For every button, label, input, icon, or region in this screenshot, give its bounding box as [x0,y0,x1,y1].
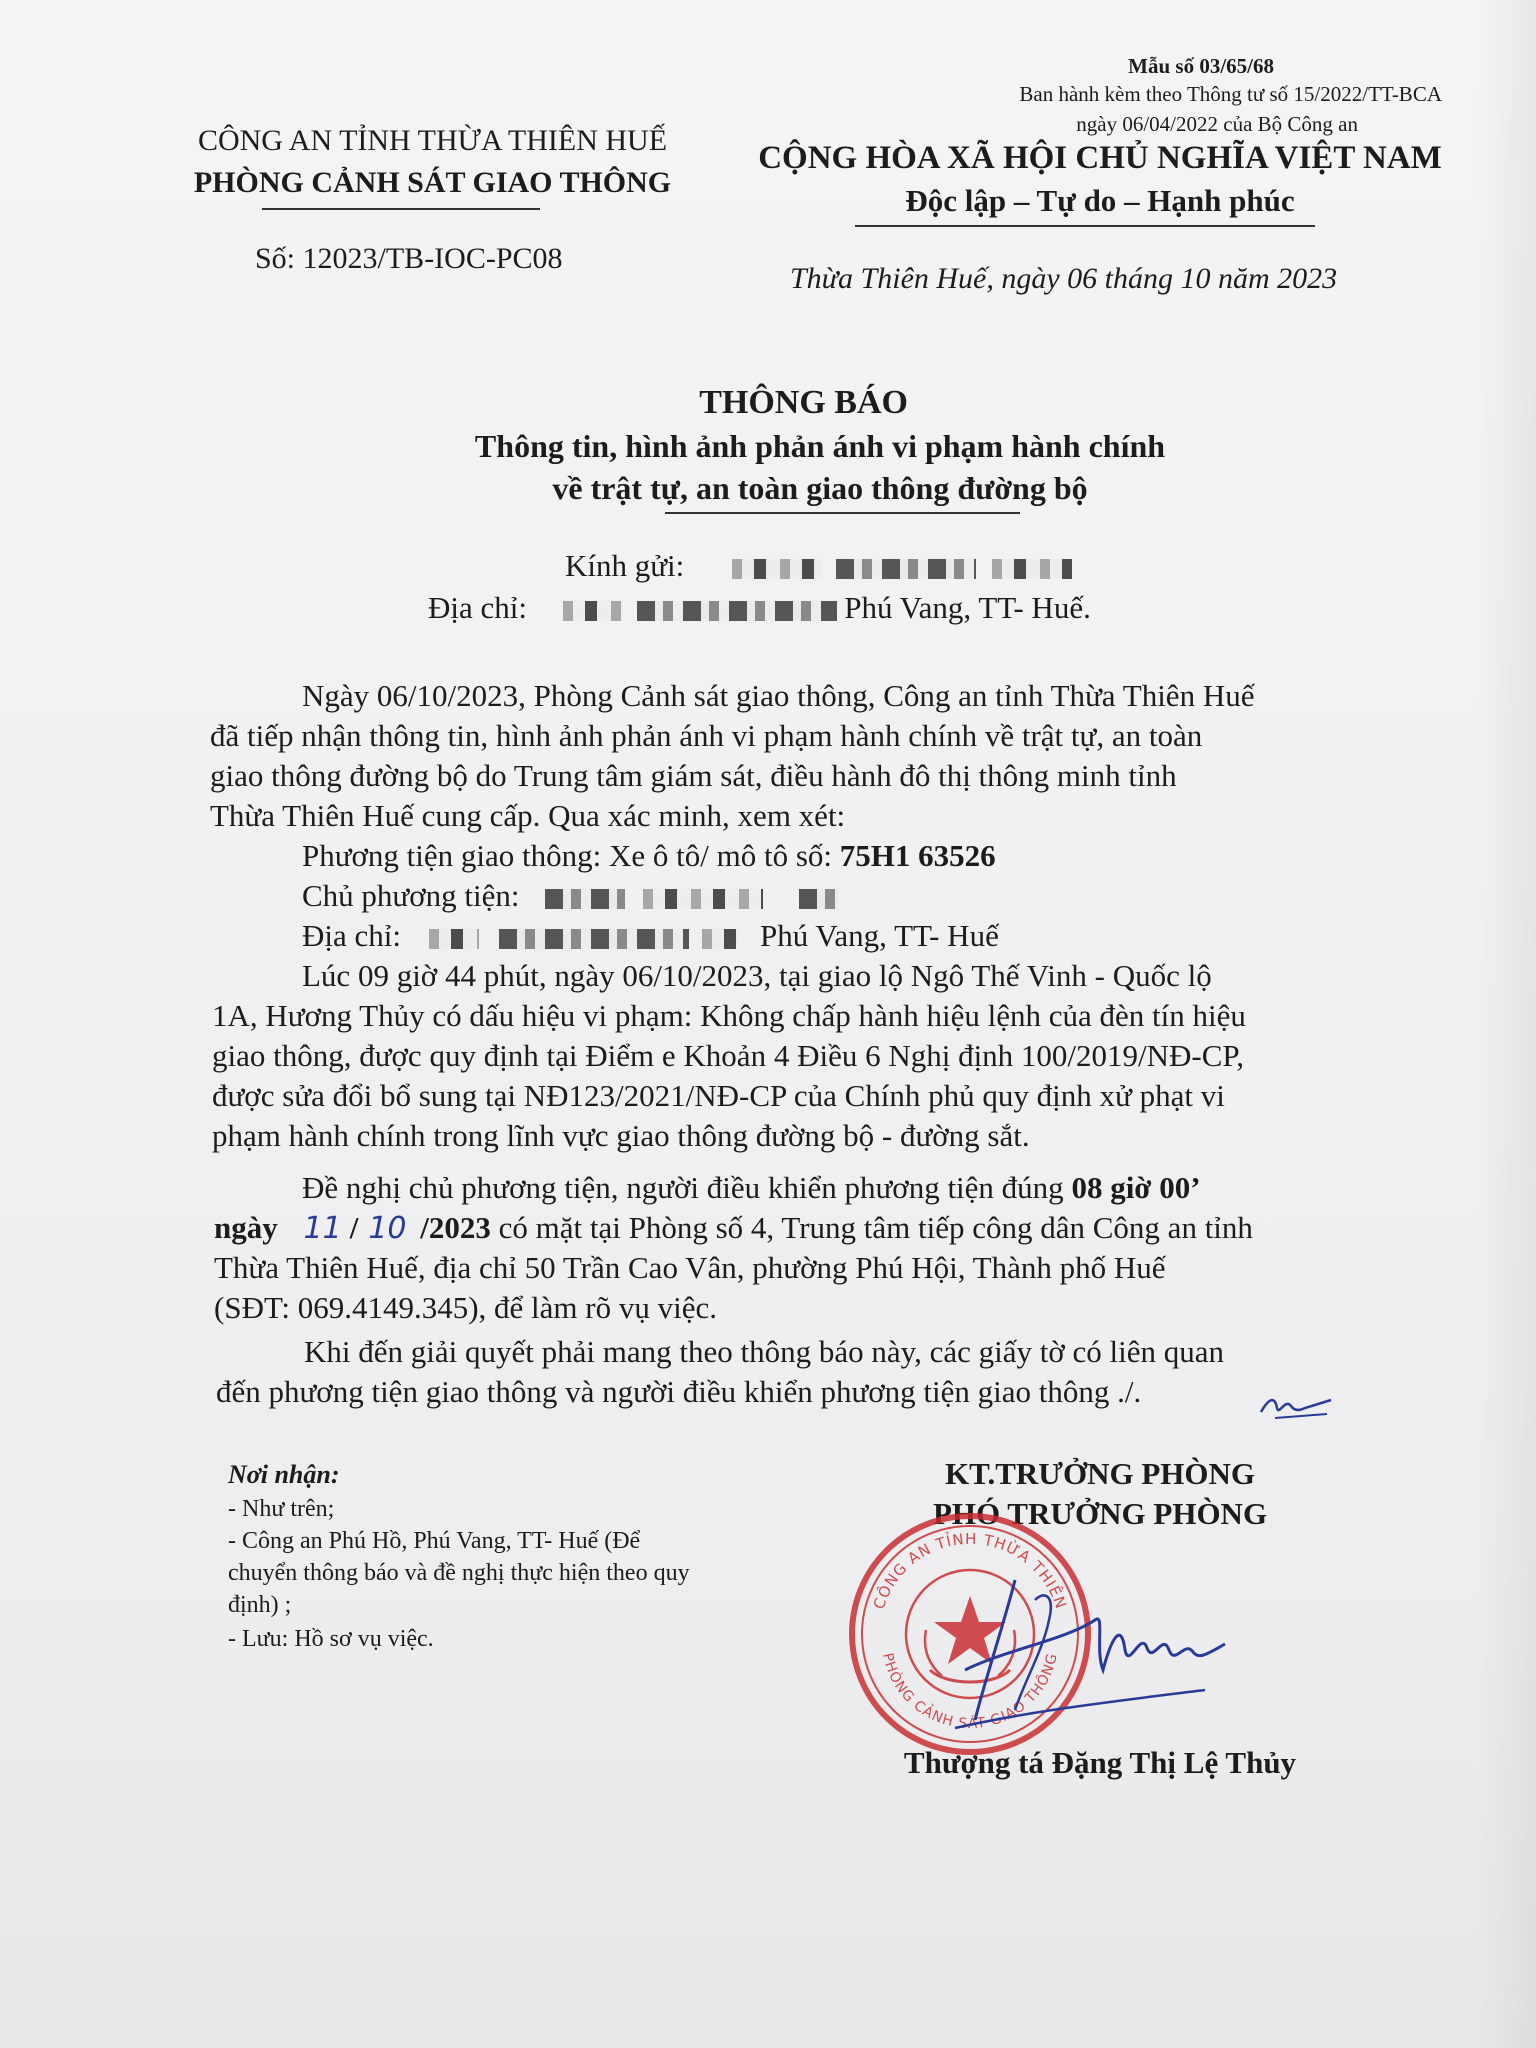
body-p3-line4: (SĐT: 069.4149.345), để làm rõ vụ việc. [214,1290,717,1325]
body-p1-line2: đã tiếp nhận thông tin, hình ảnh phản ánh vi phạm hành chính về trật tự, an toàn [210,718,1203,753]
signer-role-1: KT.TRƯỞNG PHÒNG [945,1456,1255,1491]
redacted-address [563,601,623,621]
redacted-name [992,559,1072,579]
redacted-owner [545,889,625,909]
recipient-line: - Lưu: Hồ sơ vụ việc. [228,1626,434,1652]
redacted-owner-address [499,929,689,949]
agency-underline [262,208,540,210]
agency-top: CÔNG AN TỈNH THỪA THIÊN HUẾ [197,124,668,157]
notice-title: THÔNG BÁO [699,384,908,421]
body-p3-line3: Thừa Thiên Huế, địa chỉ 50 Trần Cao Vân, phường Phú Hội, Thành phố Huế [214,1250,1166,1285]
body-p2-line1: Lúc 09 giờ 44 phút, ngày 06/10/2023, tại giao lộ Ngô Thế Vinh - Quốc lộ [302,958,1212,993]
addressee-address [428,590,1091,626]
body-p2-line2: 1A, Hương Thủy có dấu hiệu vi phạm: Không chấp hành hiệu lệnh của đèn tín hiệu [212,998,1246,1033]
date-slash: / [349,1210,359,1245]
recipient-line: - Công an Phú Hồ, Phú Vang, TT- Huế (Để [228,1528,641,1554]
body-p2-line4: được sửa đổi bổ sung tại NĐ123/2021/NĐ-CP của Chính phủ quy định xử phạt vi [212,1078,1225,1113]
owner-address-line [302,916,999,956]
body-p4-line2: đến phương tiện giao thông và người điều khiển phương tiện giao thông ./. [216,1374,1142,1409]
recipients-title: Nơi nhận: [228,1460,340,1489]
recipient-line: chuyển thông báo và đề nghị thực hiện theo quy [228,1560,690,1586]
signer-role-2: PHÓ TRƯỞNG PHÒNG [932,1496,1268,1531]
nation-title: CỘNG HÒA XÃ HỘI CHỦ NGHĨA VIỆT NAM [758,140,1442,176]
body-p1-line3: giao thông đường bộ do Trung tâm giám sát, điều hành đô thị thông minh tỉnh [210,758,1177,793]
body-p1-line1: Ngày 06/10/2023, Phòng Cảnh sát giao thông, Công an tỉnh Thừa Thiên Huế [302,678,1255,713]
notice-subtitle-line1: Thông tin, hình ảnh phản ánh vi phạm hành chính [474,428,1166,464]
owner-address-suffix: Phú Vang, TT- Huế [760,918,999,953]
recipient-line: định) ; [228,1592,292,1618]
notice-subtitle-line2: về trật tự, an toàn giao thông đường bộ [552,470,1088,506]
signer-name: Thượng tá Đặng Thị Lệ Thủy [903,1745,1297,1780]
recipient-line: - Như trên; [228,1496,335,1522]
body-p3-rest: có mặt tại Phòng số 4, Trung tâm tiếp công dân Công an tỉnh [490,1210,1253,1245]
form-date: ngày 06/04/2022 của Bộ Công an [1076,112,1358,136]
body-p2-line5: phạm hành chính trong lĩnh vực giao thông đường bộ - đường sắt. [212,1118,1030,1153]
owner-address-label: Địa chỉ: [302,918,401,953]
form-issued: Ban hành kèm theo Thông tư số 15/2022/TT-BCA [1019,82,1442,106]
redacted-owner-address [429,929,479,949]
body-p2-line3: giao thông, được quy định tại Điểm e Khoản 4 Điều 6 Nghị định 100/2019/NĐ-CP, [212,1038,1244,1073]
redacted-address [637,601,837,621]
body-p4-line1: Khi đến giải quyết phải mang theo thông báo này, các giấy tờ có liên quan [304,1334,1225,1369]
redacted-owner [643,889,763,909]
body-p3-line1 [302,1168,1201,1208]
owner-line [302,876,839,916]
place-date: Thừa Thiên Huế, ngày 06 tháng 10 năm 2023 [790,262,1338,295]
initials-mark-icon [1255,1388,1335,1424]
motto: Độc lập – Tự do – Hạnh phúc [905,183,1295,218]
appointment-day-handwritten: 11 [303,1211,342,1246]
body-p3-text: Đề nghị chủ phương tiện, người điều khiển phương tiện đúng [302,1170,1072,1205]
form-id: Mẫu số 03/65/68 [1128,54,1274,78]
addressee-to-label: Kính gửi: [565,548,685,583]
addressee-address-suffix: Phú Vang, TT- Huế. [844,590,1091,625]
redacted-name [732,559,822,579]
title-underline [665,512,1020,514]
addressee-address-label: Địa chỉ: [428,590,527,625]
vehicle-plate: 75H1 63526 [839,838,996,873]
addressee-to [565,548,1072,584]
handwritten-signature-icon [945,1560,1245,1750]
seal-text-top: CÔNG AN TỈNH THỪA THIÊN [869,1529,1071,1612]
redacted-owner [799,889,839,909]
body-p1-line4: Thừa Thiên Huế cung cấp. Qua xác minh, xem xét: [210,798,846,833]
vehicle-line [302,836,996,876]
appointment-time: 08 giờ 00’ [1071,1170,1201,1205]
redacted-owner-address [702,929,738,949]
appointment-ngay: ngày [214,1210,278,1245]
appointment-year: /2023 [420,1210,491,1245]
motto-underline [855,225,1315,227]
document-number: Số: 12023/TB-IOC-PC08 [255,242,563,275]
seal-text-bottom: PHÒNG CẢNH SÁT GIAO THÔNG [879,1651,1061,1733]
agency-main: PHÒNG CẢNH SÁT GIAO THÔNG [193,166,672,199]
vehicle-label: Phương tiện giao thông: Xe ô tô/ mô tô số: [302,838,840,873]
body-p3-line2 [214,1208,1253,1249]
redacted-name [836,559,976,579]
owner-label: Chủ phương tiện: [302,878,520,913]
appointment-month-handwritten: 10 [368,1211,407,1246]
